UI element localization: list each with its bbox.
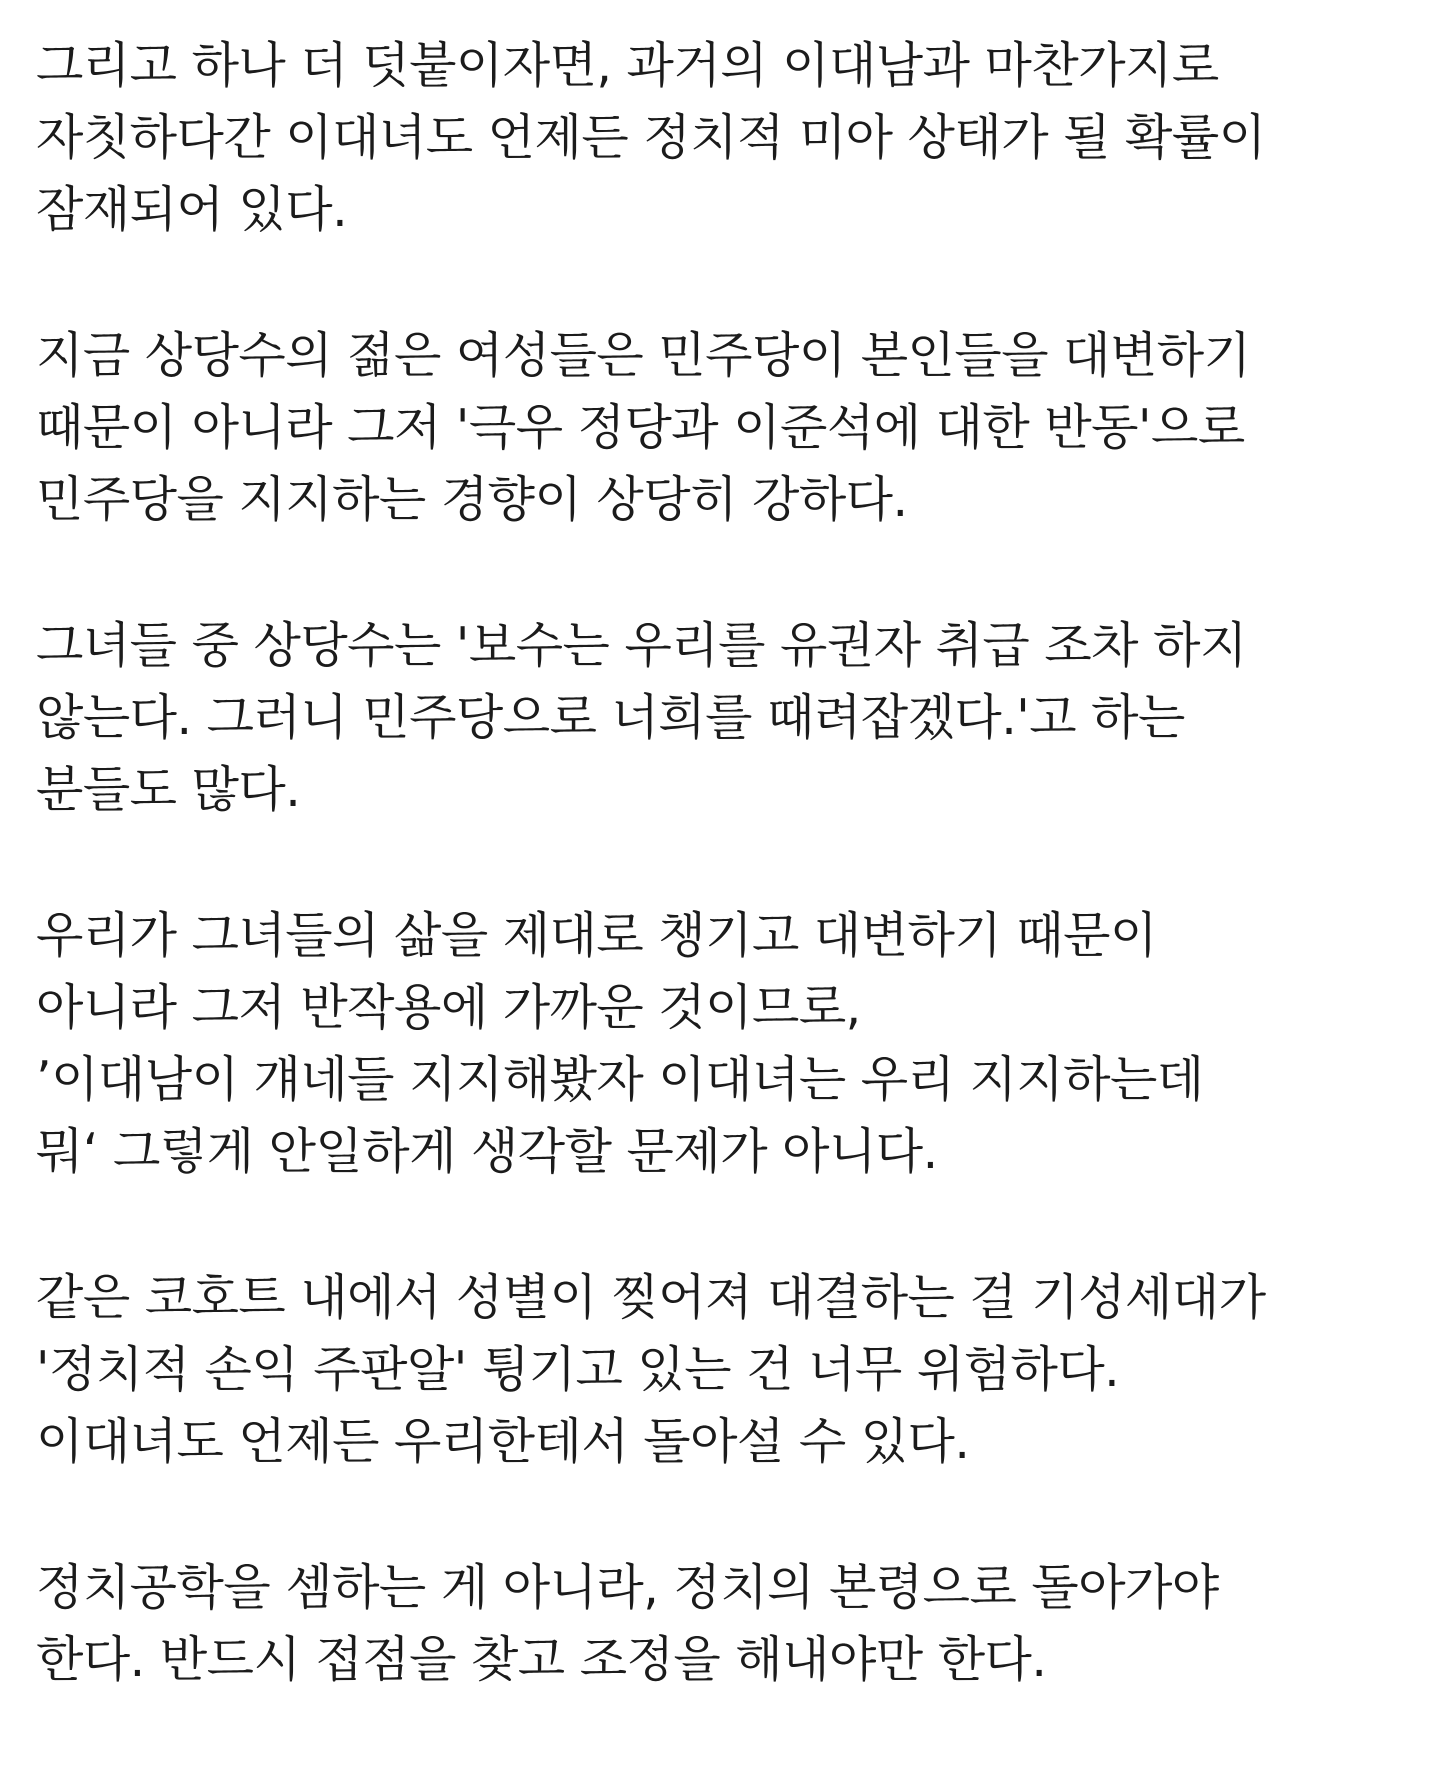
paragraph-1 (36, 30, 1416, 246)
text-line: 그리고 하나 더 덧붙이자면, 과거의 이대남과 마찬가지로 (36, 37, 1219, 94)
text-line: 아니라 그저 반작용에 가까운 것이므로, (36, 979, 861, 1036)
text-line: 때문이 아니라 그저 '극우 정당과 이준석에 대한 반동'으로 (36, 399, 1245, 456)
text-line: '정치적 손익 주판알' 튕기고 있는 건 너무 위험하다. (36, 1341, 1120, 1398)
text-line: 않는다. 그러니 민주당으로 너희를 때려잡겠다.'고 하는 (36, 689, 1185, 746)
paragraph-2 (36, 320, 1416, 536)
text-line: 자칫하다간 이대녀도 언제든 정치적 미아 상태가 될 확률이 (36, 109, 1266, 166)
text-line: 분들도 많다. (36, 761, 301, 818)
paragraph-5 (36, 1262, 1416, 1478)
text-line: 민주당을 지지하는 경향이 상당히 강하다. (36, 471, 908, 528)
post-body (36, 30, 1416, 1770)
text-line: ’이대남이 걔네들 지지해봤자 이대녀는 우리 지지하는데 (36, 1051, 1204, 1108)
text-line: 지금 상당수의 젊은 여성들은 민주당이 본인들을 대변하기 (36, 327, 1251, 384)
text-line: 잠재되어 있다. (36, 181, 348, 238)
text-line: 같은 코호트 내에서 성별이 찢어져 대결하는 걸 기성세대가 (36, 1269, 1266, 1326)
paragraph-3 (36, 610, 1416, 826)
text-line: 뭐‘ 그렇게 안일하게 생각할 문제가 아니다. (36, 1123, 938, 1180)
text-line: 우리가 그녀들의 삶을 제대로 챙기고 대변하기 때문이 (36, 907, 1157, 964)
paragraph-4 (36, 900, 1416, 1188)
text-line: 이대녀도 언제든 우리한테서 돌아설 수 있다. (36, 1413, 970, 1470)
text-line: 한다. 반드시 접점을 찾고 조정을 해내야만 한다. (36, 1631, 1047, 1688)
paragraph-6 (36, 1552, 1416, 1696)
text-line: 정치공학을 셈하는 게 아니라, 정치의 본령으로 돌아가야 (36, 1559, 1219, 1616)
text-line: 그녀들 중 상당수는 '보수는 우리를 유권자 취급 조차 하지 (36, 617, 1247, 674)
